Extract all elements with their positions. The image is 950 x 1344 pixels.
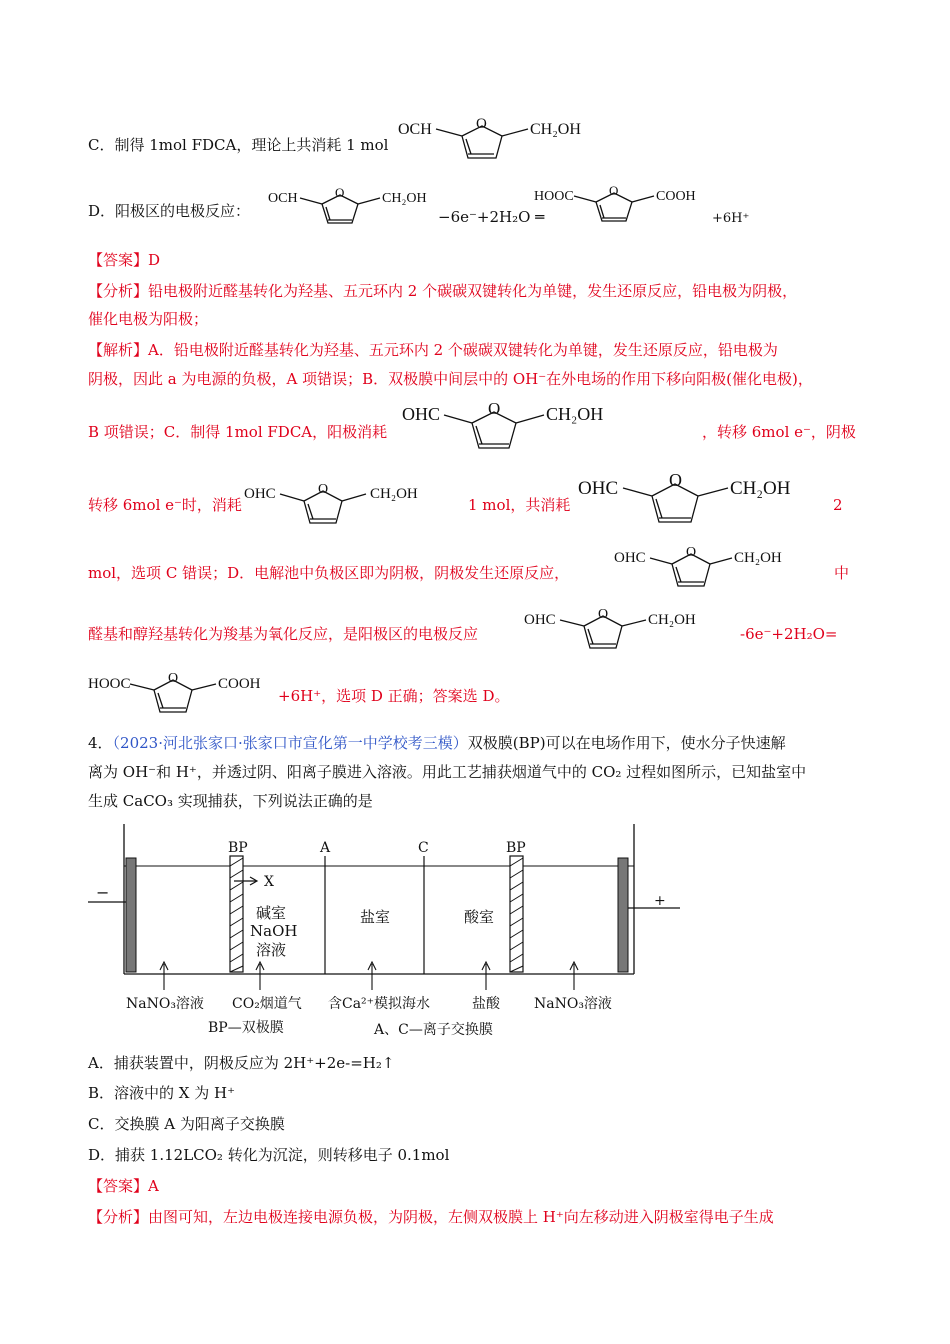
mol-text: CH₂OH bbox=[734, 550, 782, 566]
solution-1-line5a: mol，选项 C 错误；D．电解池中负极区即为阴极，阴极发生还原反应， bbox=[88, 564, 570, 582]
fdca-molecule bbox=[88, 668, 278, 720]
inlet-nano3-right: NaNO₃溶液 bbox=[534, 996, 612, 1012]
q4-option-d: D．捕获 1.12LCO₂ 转化为沉淀，则转移电子 0.1mol bbox=[88, 1146, 450, 1164]
mol-text: CH₂OH bbox=[530, 121, 581, 138]
eq-end: +6H⁺ bbox=[712, 211, 750, 226]
solution-1-line4a: 转移 6mol e⁻时，消耗 bbox=[88, 496, 242, 514]
mol-o: O bbox=[318, 482, 329, 497]
option-c: C．制得 1mol FDCA，理论上共消耗 1 mol bbox=[88, 136, 389, 154]
hmf-molecule bbox=[614, 542, 814, 594]
solution-1-line4c: 2 bbox=[833, 496, 843, 514]
mol-text: HOOC bbox=[88, 676, 131, 692]
mol-text: OHC bbox=[244, 486, 276, 502]
solution-1-line3b: ，转移 6mol e⁻，阴极 bbox=[702, 423, 856, 441]
hmf-molecule bbox=[396, 112, 596, 168]
mol-text: OHC bbox=[402, 404, 441, 424]
mol-o: O bbox=[488, 399, 501, 418]
q4-option-c: C．交换膜 A 为阳离子交换膜 bbox=[88, 1115, 285, 1133]
bp-membrane-right bbox=[510, 856, 523, 972]
solution-1-line3a: B 项错误；C．制得 1mol FDCA，阳极消耗 bbox=[88, 423, 388, 441]
mol-text: HOOC bbox=[534, 189, 574, 204]
mol-text: CH₂OH bbox=[382, 191, 427, 206]
inlet-seawater: 含Ca²⁺模拟海水 bbox=[328, 996, 431, 1012]
inlet-co2-flue: CO₂烟道气 bbox=[232, 996, 302, 1012]
mol-o: O bbox=[609, 183, 619, 198]
inlet-nano3-left: NaNO₃溶液 bbox=[126, 996, 204, 1012]
mol-text: CH₂OH bbox=[370, 486, 418, 502]
mol-text: CH₂OH bbox=[546, 404, 604, 424]
bp-label-left: BP bbox=[228, 840, 248, 856]
solution-1-line4b: 1 mol，共消耗 bbox=[468, 496, 571, 514]
hmf-molecule bbox=[266, 182, 436, 230]
legend-bp: BP—双极膜 bbox=[208, 1020, 284, 1036]
hmf-molecule-large bbox=[578, 470, 808, 532]
mol-text: CH₂OH bbox=[648, 612, 696, 628]
room-alkali: 碱室 bbox=[256, 904, 287, 922]
mol-text: COOH bbox=[218, 676, 261, 692]
minus-sign: − bbox=[96, 883, 110, 902]
solution-1-line1: 【解析】A．铅电极附近醛基转化为羟基、五元环内 2 个碳碳双键转化为单键，发生还原反应，铅电极为 bbox=[88, 341, 778, 359]
q4-line2: 离为 OH⁻和 H⁺，并透过阴、阳离子膜进入溶液。用此工艺捕获烟道气中的 CO₂ 过程如图所示，已知盐室中 bbox=[88, 763, 807, 781]
q4-line3: 生成 CaCO₃ 实现捕获，下列说法正确的是 bbox=[88, 792, 373, 810]
q4-line1: 4．（2023·河北张家口·张家口市宣化第一中学校考三模）双极膜(BP)可以在电场作用下，使水分子快速解 bbox=[88, 734, 786, 752]
mol-text: OCH bbox=[398, 121, 432, 138]
anode-plate bbox=[618, 858, 628, 972]
q4-source: （2023·河北张家口·张家口市宣化第一中学校考三模） bbox=[112, 734, 468, 752]
mol-text: OHC bbox=[578, 478, 619, 499]
x-label: X bbox=[264, 874, 274, 890]
room-acid: 酸室 bbox=[464, 908, 495, 926]
plus-sign: + bbox=[654, 893, 666, 909]
fdca-molecule bbox=[534, 180, 714, 228]
analysis-1-line1: 【分析】铅电极附近醛基转化为羟基、五元环内 2 个碳碳双键转化为单键，发生还原反应，铅电极为阴极， bbox=[88, 282, 798, 300]
bp-membrane-left bbox=[230, 856, 243, 972]
hmf-molecule bbox=[244, 478, 444, 532]
mol-o: O bbox=[168, 671, 179, 686]
solution-1-line7: +6H⁺，选项 D 正确；答案选 D。 bbox=[278, 687, 510, 705]
solution-1-line5b: 中 bbox=[834, 564, 850, 582]
legend-ac: A、C—离子交换膜 bbox=[374, 1022, 493, 1038]
electrolysis-diagram bbox=[88, 822, 698, 1042]
q4-option-a: A．捕获装置中，阴极反应为 2H⁺+2e-=H₂↑ bbox=[88, 1054, 395, 1072]
mol-o: O bbox=[669, 470, 682, 490]
answer-2: 【答案】A bbox=[88, 1177, 159, 1195]
mol-text: OHC bbox=[614, 550, 646, 566]
room-alkali-naoh: NaOH bbox=[250, 922, 298, 940]
analysis-2-line1: 【分析】由图可知，左边电极连接电源负极，为阴极，左侧双极膜上 H⁺向左移动进入阴极室得电子生成 bbox=[88, 1208, 774, 1226]
cathode-plate bbox=[126, 858, 136, 972]
mol-o: O bbox=[476, 116, 487, 132]
mol-o: O bbox=[335, 185, 345, 200]
eq-mid: −6e⁻+2H₂O ═ bbox=[438, 208, 545, 226]
solution-1-line6b: -6e⁻+2H₂O= bbox=[740, 625, 838, 643]
mol-text: COOH bbox=[656, 189, 696, 204]
bp-label-right: BP bbox=[506, 840, 526, 856]
mol-text: OHC bbox=[524, 612, 556, 628]
hmf-molecule bbox=[524, 604, 724, 656]
option-d: D．阳极区的电极反应： bbox=[88, 202, 251, 220]
mol-o: O bbox=[598, 607, 609, 622]
room-salt: 盐室 bbox=[360, 908, 391, 926]
hmf-molecule bbox=[402, 398, 632, 458]
inlet-hcl: 盐酸 bbox=[472, 996, 500, 1012]
analysis-1-line2: 催化电极为阳极； bbox=[88, 310, 209, 328]
answer-1: 【答案】D bbox=[88, 251, 161, 269]
solution-1-line6a: 醛基和醇羟基转化为羧基为氧化反应，是阳极区的电极反应 bbox=[88, 625, 479, 643]
solution-1-line2: 阴极，因此 a 为电源的负极，A 项错误；B．双极膜中间层中的 OH⁻在外电场的作用下移向阳极(催化电极)， bbox=[88, 370, 813, 388]
mol-text: CH₂OH bbox=[730, 478, 791, 499]
label-c: C bbox=[418, 840, 429, 856]
room-alkali-solution: 溶液 bbox=[256, 941, 287, 959]
q4-option-b: B．溶液中的 X 为 H⁺ bbox=[88, 1084, 236, 1102]
mol-text: OCH bbox=[268, 191, 298, 206]
mol-o: O bbox=[686, 545, 697, 560]
label-a: A bbox=[320, 840, 331, 856]
